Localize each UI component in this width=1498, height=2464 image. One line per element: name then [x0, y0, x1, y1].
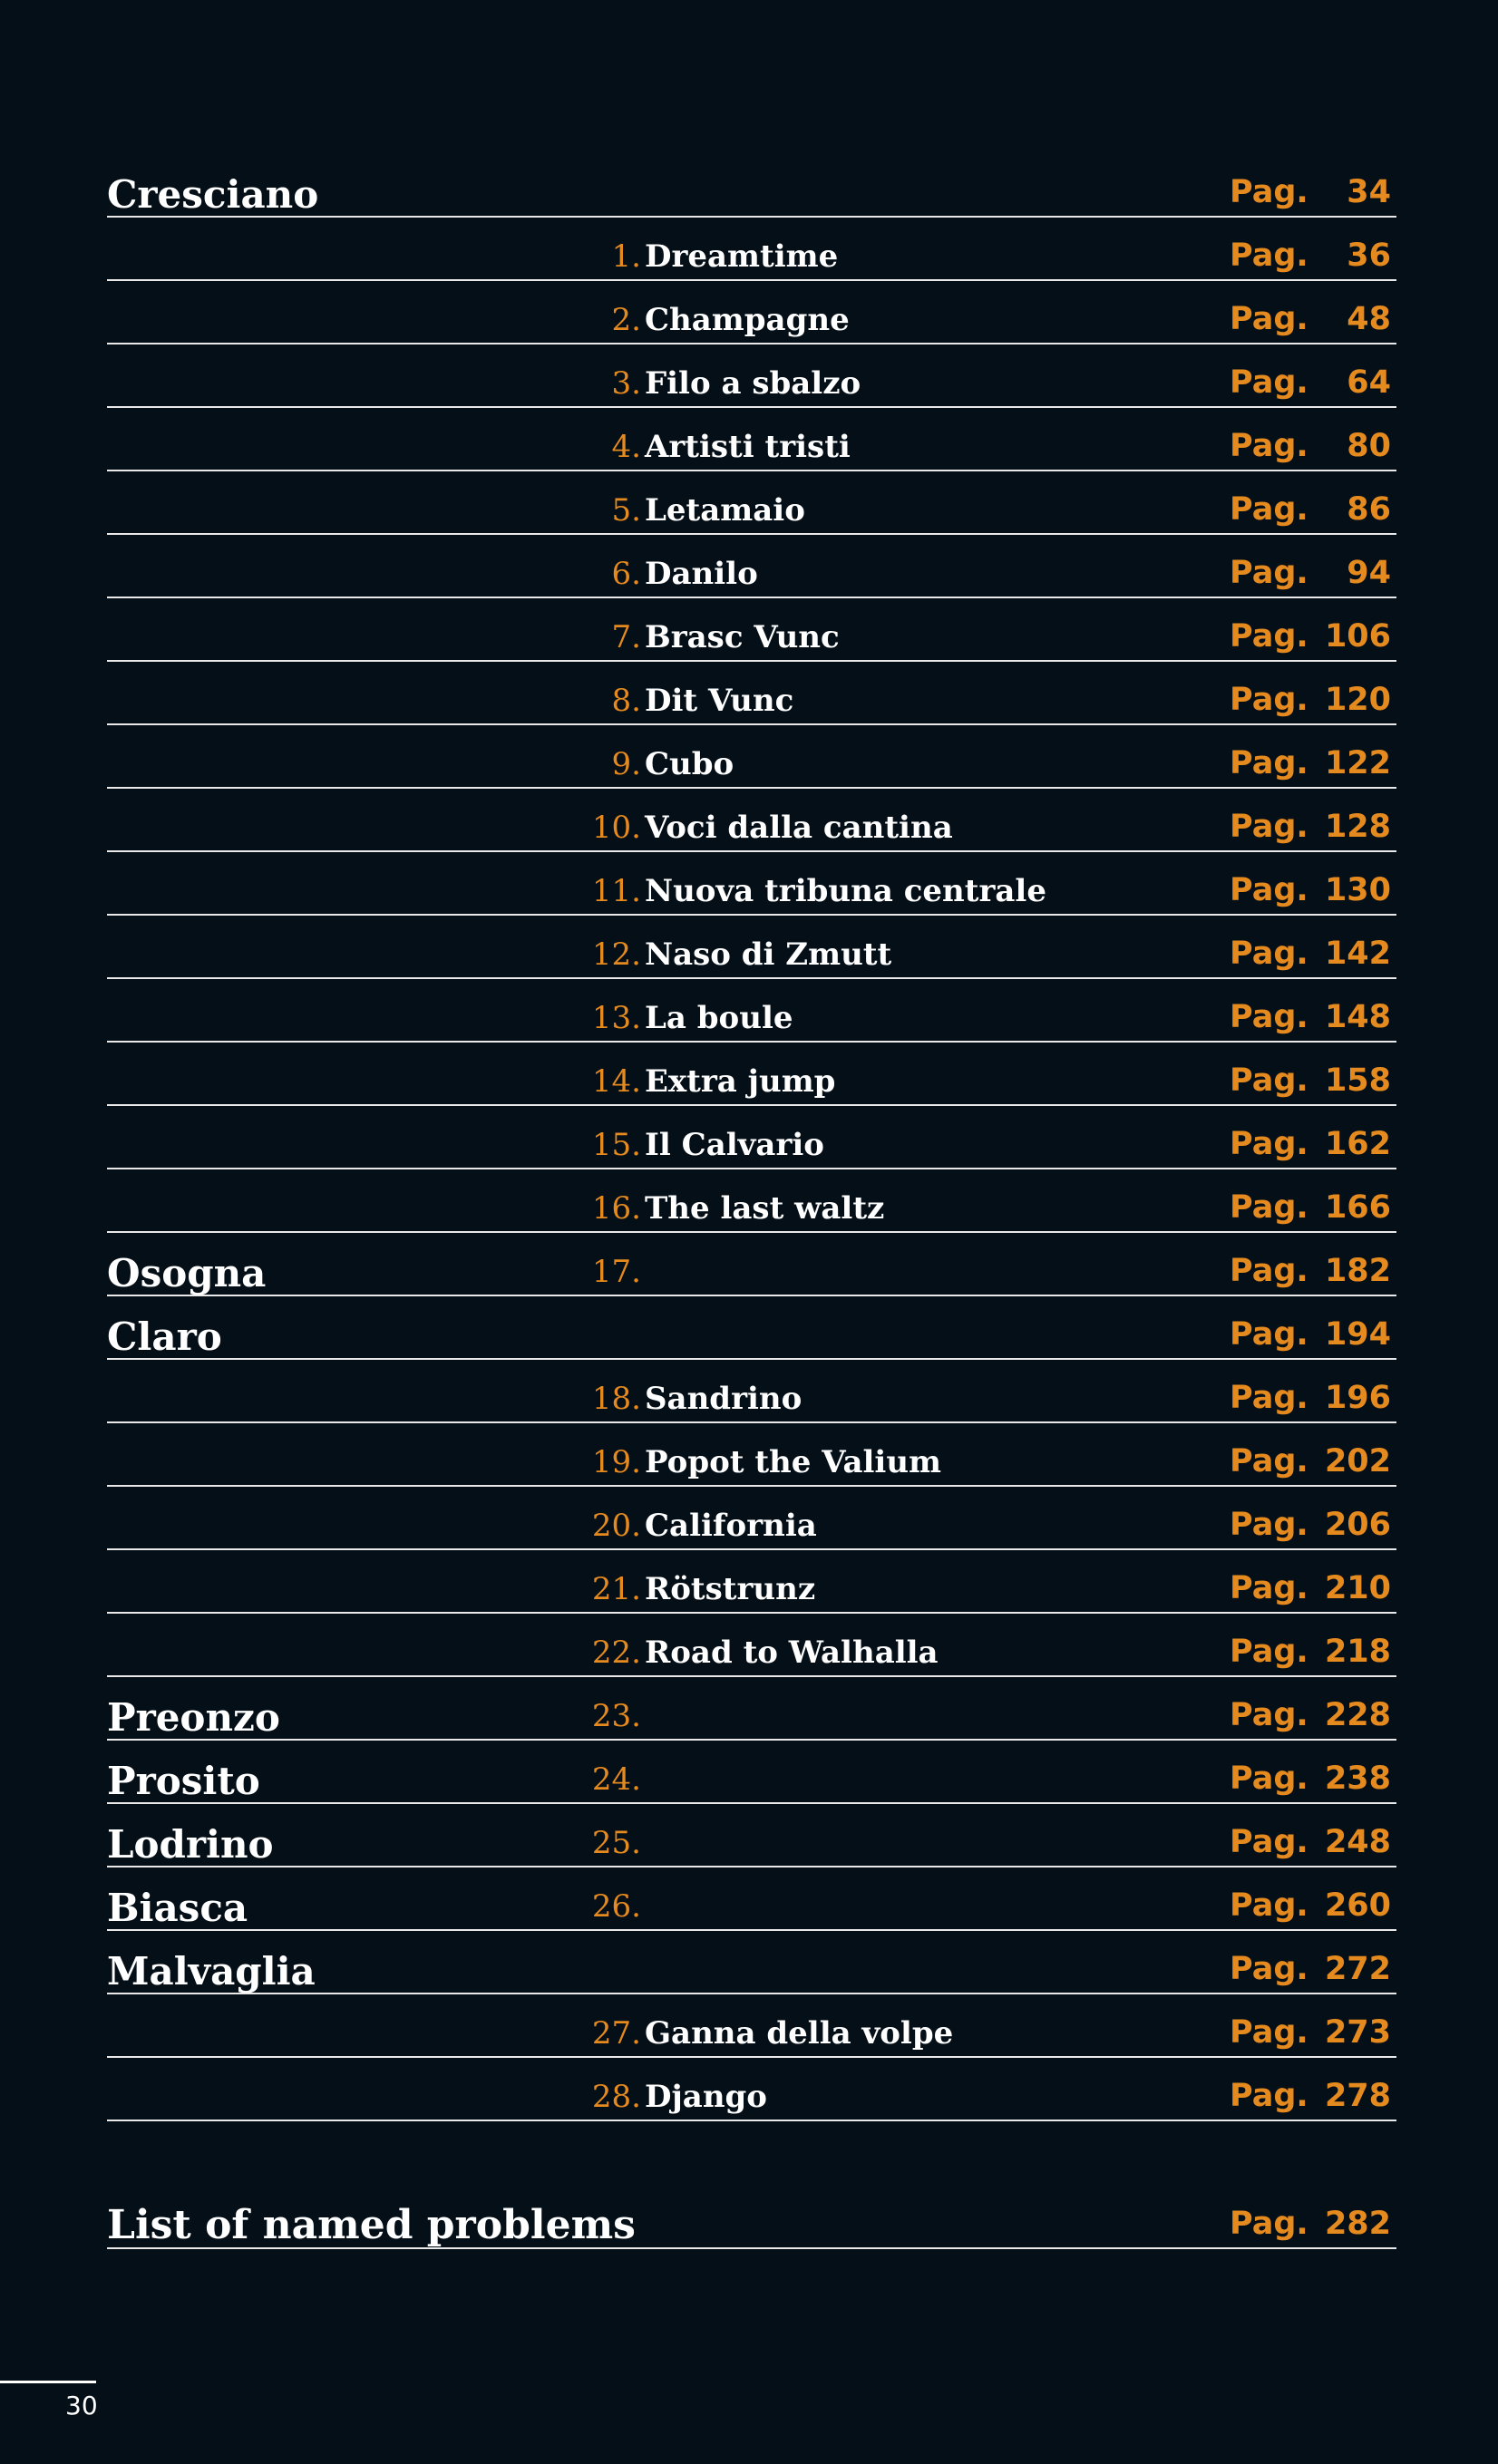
toc-item-number: 13. [591, 1000, 641, 1036]
toc-item-number: 8. [611, 683, 641, 719]
toc-row[interactable] [107, 344, 1396, 408]
toc-row[interactable] [107, 1487, 1396, 1550]
toc-row[interactable] [107, 662, 1396, 725]
toc-page-number: 106 [1324, 618, 1391, 655]
toc-item-title: Ganna della volpe [645, 2015, 954, 2052]
toc-item-number: 26. [591, 1888, 641, 1925]
toc-page-number: 86 [1347, 491, 1391, 528]
toc-page-prefix: Pag. [1230, 1507, 1308, 1543]
toc-row[interactable] [107, 471, 1396, 535]
toc-item-number: 5. [611, 492, 641, 529]
toc-item-number: 23. [591, 1698, 641, 1734]
toc-page-prefix: Pag. [1230, 1126, 1308, 1162]
toc-page-number: 166 [1324, 1189, 1391, 1226]
toc-item-number: 14. [591, 1063, 641, 1100]
toc-row[interactable] [107, 1169, 1396, 1233]
toc-row[interactable] [107, 725, 1396, 789]
toc-page-number: 36 [1347, 238, 1391, 274]
toc-page-prefix: Pag. [1230, 428, 1308, 464]
toc-location-title: Osogna [107, 1251, 267, 1295]
toc-page-prefix: Pag. [1230, 2078, 1308, 2114]
toc-item-number: 24. [591, 1761, 641, 1798]
toc-page-number: 218 [1324, 1634, 1391, 1670]
toc-page-number: 273 [1324, 2014, 1391, 2051]
toc-gap [107, 2121, 1396, 2186]
toc-location-title: Cresciano [107, 172, 319, 217]
toc-page-number: 278 [1324, 2078, 1391, 2114]
toc-page-number: 122 [1324, 745, 1391, 781]
toc-item-title: Extra jump [645, 1063, 836, 1100]
toc-page-number: 182 [1324, 1253, 1391, 1289]
toc-item-number: 6. [611, 556, 641, 592]
toc-item-number: 9. [611, 746, 641, 782]
toc-page-prefix: Pag. [1230, 1824, 1308, 1860]
toc-page-prefix: Pag. [1230, 1697, 1308, 1733]
toc-row[interactable] [107, 916, 1396, 979]
toc-row[interactable] [107, 979, 1396, 1043]
toc-page-number: 282 [1324, 2206, 1391, 2242]
toc-row[interactable] [107, 1423, 1396, 1487]
toc-item-title: Cubo [645, 746, 734, 782]
toc-page-number: 48 [1347, 301, 1391, 337]
toc-location-title: Lodrino [107, 1822, 274, 1867]
toc-page-number: 238 [1324, 1761, 1391, 1797]
toc-item-number: 19. [591, 1444, 641, 1480]
toc-page-prefix: Pag. [1230, 1951, 1308, 1987]
toc-item-number: 7. [611, 619, 641, 655]
toc-row[interactable] [107, 2058, 1396, 2121]
toc-item-title: Popot the Valium [645, 1444, 942, 1480]
toc-row[interactable] [107, 1677, 1396, 1741]
toc-row[interactable] [107, 1296, 1396, 1360]
toc-row[interactable] [107, 1106, 1396, 1169]
toc-item-number: 11. [591, 873, 641, 909]
toc-item-number: 27. [591, 2015, 641, 2052]
toc-item-number: 28. [591, 2079, 641, 2115]
toc-page-prefix: Pag. [1230, 1380, 1308, 1416]
toc-page-number: 206 [1324, 1507, 1391, 1543]
toc-page-number: 158 [1324, 1062, 1391, 1099]
toc-item-number: 2. [611, 302, 641, 338]
toc-item-title: La boule [645, 1000, 793, 1036]
toc-item-title: Brasc Vunc [645, 619, 840, 655]
toc-page-prefix: Pag. [1230, 809, 1308, 845]
toc-item-title: Filo a sbalzo [645, 365, 861, 402]
toc-location-title: Preonzo [107, 1695, 280, 1740]
toc-page-prefix: Pag. [1230, 745, 1308, 781]
toc-item-title: The last waltz [645, 1190, 885, 1227]
page-number: 30 [65, 2391, 98, 2420]
toc-row[interactable] [107, 535, 1396, 598]
toc-item-number: 25. [591, 1825, 641, 1861]
toc-item-title: Rötstrunz [645, 1571, 816, 1607]
toc-item-number: 10. [591, 810, 641, 846]
toc-page-prefix: Pag. [1230, 1634, 1308, 1670]
toc-page-number: 194 [1324, 1316, 1391, 1353]
toc-row[interactable] [107, 1741, 1396, 1804]
toc-row[interactable] [107, 154, 1396, 218]
toc-item-title: Artisti tristi [645, 429, 851, 465]
toc-page-prefix: Pag. [1230, 174, 1308, 210]
toc-location-title: Biasca [107, 1886, 248, 1930]
toc-row[interactable] [107, 852, 1396, 916]
toc-section-title: List of named problems [107, 2202, 636, 2248]
toc-page-prefix: Pag. [1230, 999, 1308, 1035]
table-of-contents [107, 154, 1396, 2249]
toc-row[interactable] [107, 1867, 1396, 1931]
toc-page-number: 210 [1324, 1570, 1391, 1606]
toc-item-title: Danilo [645, 556, 758, 592]
toc-page-number: 272 [1324, 1951, 1391, 1987]
toc-page-number: 128 [1324, 809, 1391, 845]
toc-item-title: Letamaio [645, 492, 805, 529]
toc-item-title: Sandrino [645, 1381, 802, 1417]
toc-row[interactable] [107, 1804, 1396, 1867]
toc-page-number: 130 [1324, 872, 1391, 908]
toc-item-title: Voci dalla cantina [645, 810, 953, 846]
toc-page-prefix: Pag. [1230, 2206, 1308, 2242]
toc-page-number: 148 [1324, 999, 1391, 1035]
toc-row[interactable] [107, 1360, 1396, 1423]
toc-row[interactable] [107, 1233, 1396, 1296]
toc-rows [107, 154, 1396, 2121]
toc-page-prefix: Pag. [1230, 555, 1308, 591]
toc-item-number: 18. [591, 1381, 641, 1417]
toc-item-title: Champagne [645, 302, 850, 338]
toc-page-prefix: Pag. [1230, 1189, 1308, 1226]
toc-page-prefix: Pag. [1230, 1316, 1308, 1353]
toc-item-title: Il Calvario [645, 1127, 824, 1163]
toc-page-number: 64 [1347, 364, 1391, 401]
toc-row[interactable] [107, 281, 1396, 344]
toc-row[interactable] [107, 1043, 1396, 1106]
toc-row[interactable] [107, 789, 1396, 852]
toc-location-title: Malvaglia [107, 1949, 316, 1994]
toc-page-prefix: Pag. [1230, 618, 1308, 655]
toc-location-title: Prosito [107, 1759, 260, 1803]
toc-page-prefix: Pag. [1230, 301, 1308, 337]
toc-page-prefix: Pag. [1230, 491, 1308, 528]
toc-item-title: Dreamtime [645, 238, 839, 275]
toc-location-title: Claro [107, 1314, 222, 1359]
toc-item-title: Naso di Zmutt [645, 936, 892, 973]
toc-item-title: Dit Vunc [645, 683, 794, 719]
toc-page-number: 80 [1347, 428, 1391, 464]
toc-row[interactable] [107, 218, 1396, 281]
toc-page-prefix: Pag. [1230, 1443, 1308, 1479]
toc-item-number: 3. [611, 365, 641, 402]
toc-page-prefix: Pag. [1230, 1253, 1308, 1289]
toc-page-number: 142 [1324, 936, 1391, 972]
toc-page-number: 34 [1347, 174, 1391, 210]
toc-row[interactable] [107, 1614, 1396, 1677]
toc-item-title: California [645, 1508, 817, 1544]
toc-row[interactable] [107, 1931, 1396, 1994]
toc-item-number: 17. [591, 1254, 641, 1290]
toc-item-number: 21. [591, 1571, 641, 1607]
toc-page-number: 162 [1324, 1126, 1391, 1162]
toc-row[interactable] [107, 1994, 1396, 2058]
toc-item-title: Nuova tribuna centrale [645, 873, 1046, 909]
toc-item-number: 15. [591, 1127, 641, 1163]
toc-item-title: Django [645, 2079, 767, 2115]
toc-page-number: 120 [1324, 682, 1391, 718]
toc-page-number: 248 [1324, 1824, 1391, 1860]
toc-item-number: 22. [591, 1635, 641, 1671]
toc-page-prefix: Pag. [1230, 1887, 1308, 1924]
toc-page-prefix: Pag. [1230, 872, 1308, 908]
toc-item-number: 4. [611, 429, 641, 465]
toc-item-number: 20. [591, 1508, 641, 1544]
toc-row[interactable] [107, 1550, 1396, 1614]
toc-row[interactable] [107, 598, 1396, 662]
toc-page-prefix: Pag. [1230, 936, 1308, 972]
toc-page-number: 94 [1347, 555, 1391, 591]
toc-page-number: 202 [1324, 1443, 1391, 1479]
toc-page-prefix: Pag. [1230, 1062, 1308, 1099]
toc-row-named-problems[interactable] [107, 2186, 1396, 2249]
toc-page-number: 260 [1324, 1887, 1391, 1924]
toc-item-number: 1. [611, 238, 641, 275]
footer-rule [0, 2381, 96, 2383]
toc-page-prefix: Pag. [1230, 1761, 1308, 1797]
toc-page-prefix: Pag. [1230, 1570, 1308, 1606]
toc-row[interactable] [107, 408, 1396, 471]
toc-page-number: 196 [1324, 1380, 1391, 1416]
toc-item-number: 16. [591, 1190, 641, 1227]
toc-item-number: 12. [591, 936, 641, 973]
toc-item-title: Road to Walhalla [645, 1635, 939, 1671]
toc-page-number: 228 [1324, 1697, 1391, 1733]
toc-page-prefix: Pag. [1230, 364, 1308, 401]
toc-page-prefix: Pag. [1230, 2014, 1308, 2051]
toc-page-prefix: Pag. [1230, 238, 1308, 274]
toc-page-prefix: Pag. [1230, 682, 1308, 718]
